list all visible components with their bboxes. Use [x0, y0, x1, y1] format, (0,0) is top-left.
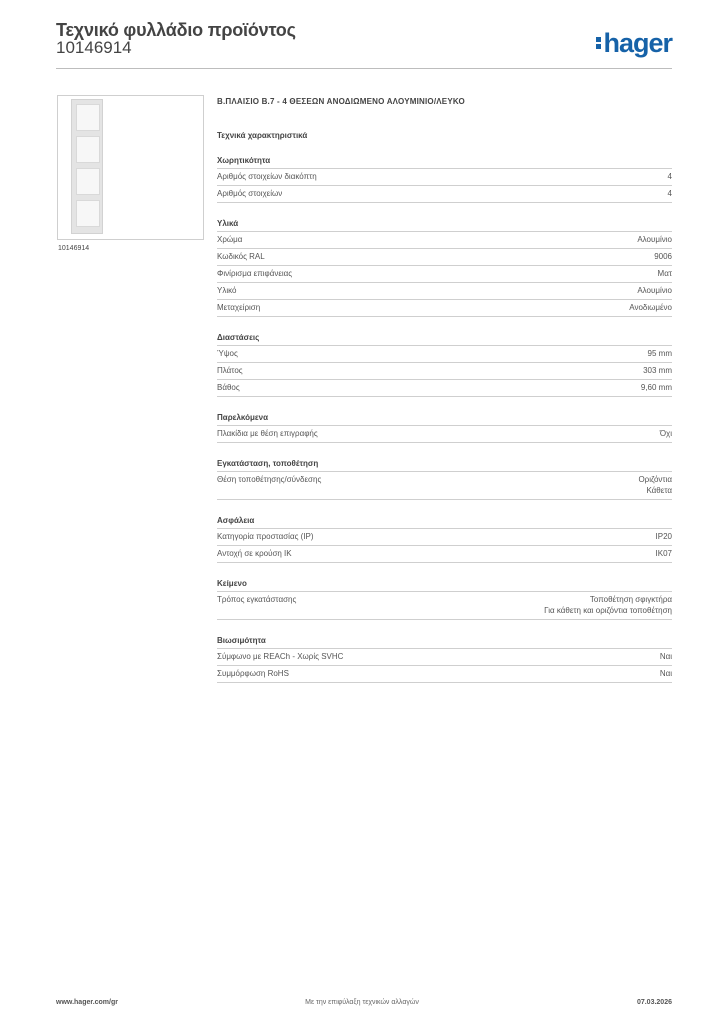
- spec-value-line: 4: [667, 172, 672, 181]
- spec-label: Χρώμα: [217, 235, 243, 244]
- product-title: Β.ΠΛΑΙΣΙΟ Β.7 - 4 ΘΕΣΕΩΝ ΑΝΟΔΙΩΜΕΝΟ ΑΛΟΥΜΙΝΙΟ/ΛΕΥΚΟ: [217, 97, 465, 106]
- spec-value: [544, 594, 672, 616]
- frame-slot: [76, 136, 100, 163]
- spec-content: [217, 95, 672, 683]
- spec-value-line: 9,60 mm: [640, 383, 672, 392]
- spec-row: [217, 300, 672, 317]
- header-divider: [56, 68, 672, 69]
- spec-row: [217, 592, 672, 620]
- spec-value-line: Ναι: [659, 652, 672, 661]
- spec-row: [217, 529, 672, 546]
- frame-slot: [76, 104, 100, 131]
- spec-value-line: 303 mm: [643, 366, 672, 375]
- tech-specs-heading: Τεχνικά χαρακτηριστικά: [217, 131, 308, 140]
- spec-label: Αριθμός στοιχείων: [217, 189, 283, 198]
- spec-value: [660, 668, 672, 679]
- spec-label: Κατηγορία προστασίας (IP): [217, 532, 314, 541]
- document-title: Τεχνικό φυλλάδιο προϊόντος: [56, 20, 296, 40]
- spec-value: [629, 302, 672, 313]
- product-image: [57, 95, 204, 240]
- footer-website-link[interactable]: www.hager.com/gr: [56, 999, 118, 1006]
- spec-row: [217, 283, 672, 300]
- spec-label: Φινίρισμα επιφάνειας: [217, 269, 293, 278]
- spec-row: [217, 666, 672, 683]
- spec-row: [217, 472, 672, 500]
- spec-section: [217, 636, 672, 683]
- spec-label: Αντοχή σε κρούση IK: [217, 549, 292, 558]
- section-title: Εγκατάσταση, τοποθέτηση: [217, 459, 672, 472]
- spec-value: [668, 188, 672, 199]
- spec-label: Μεταχείριση: [217, 303, 261, 312]
- spec-label: Συμμόρφωση RoHS: [217, 669, 289, 678]
- logo-text: hager: [603, 28, 672, 58]
- spec-row: [217, 232, 672, 249]
- spec-row: [217, 266, 672, 283]
- image-caption: 10146914: [58, 245, 90, 252]
- spec-row: [217, 363, 672, 380]
- section-title: Υλικά: [217, 219, 672, 232]
- spec-value-line: Ανοδιωμένο: [629, 303, 672, 312]
- spec-row: [217, 380, 672, 397]
- spec-label: Πλακίδια με θέση επιγραφής: [217, 429, 318, 438]
- spec-section: [217, 333, 672, 397]
- spec-value-line: Ματ: [657, 269, 672, 278]
- spec-section: [217, 579, 672, 620]
- spec-section: [217, 516, 672, 563]
- spec-row: [217, 169, 672, 186]
- spec-section: [217, 413, 672, 443]
- section-title: Διαστάσεις: [217, 333, 672, 346]
- spec-label: Κωδικός RAL: [217, 252, 265, 261]
- spec-section: [217, 459, 672, 500]
- hager-logo: [596, 28, 672, 59]
- spec-value-line: IK07: [655, 549, 672, 558]
- spec-value: [648, 348, 672, 359]
- spec-value: [641, 382, 672, 393]
- footer-date: 07.03.2026: [636, 999, 672, 1006]
- spec-value: [643, 365, 672, 376]
- spec-row: [217, 186, 672, 203]
- spec-value-line: Κάθετα: [646, 486, 672, 495]
- spec-label: Θέση τοποθέτησης/σύνδεσης: [217, 475, 322, 484]
- spec-label: Βάθος: [217, 383, 240, 392]
- spec-value-line: IP20: [655, 532, 672, 541]
- section-title: Βιωσιμότητα: [217, 636, 672, 649]
- spec-value: [656, 531, 672, 542]
- frame-slot: [76, 200, 100, 227]
- cover-frame-image: [71, 99, 103, 234]
- footer-notice: Με την επιφύλαξη τεχνικών αλλαγών: [305, 999, 419, 1006]
- spec-value-line: Τοποθέτηση σφιγκτήρα: [589, 595, 672, 604]
- section-title: Ασφάλεια: [217, 516, 672, 529]
- spec-section: [217, 219, 672, 317]
- spec-value-line: 95 mm: [647, 349, 672, 358]
- spec-label: Αριθμός στοιχείων διακόπτη: [217, 172, 317, 181]
- spec-value: [660, 428, 672, 439]
- spec-value-line: Για κάθετη και οριζόντια τοποθέτηση: [544, 606, 672, 615]
- spec-row: [217, 249, 672, 266]
- spec-label: Πλάτος: [217, 366, 243, 375]
- spec-label: Υλικό: [217, 286, 237, 295]
- section-title: Παρελκόμενα: [217, 413, 672, 426]
- spec-value-line: Ναι: [659, 669, 672, 678]
- spec-value-line: 9006: [654, 252, 672, 261]
- spec-value: [637, 285, 672, 296]
- spec-value: [638, 474, 672, 496]
- spec-value-line: Αλουμίνιο: [637, 286, 672, 295]
- spec-label: Τρόπος εγκατάστασης: [217, 595, 297, 604]
- spec-value: [668, 171, 672, 182]
- logo-dots-icon: [596, 35, 601, 51]
- spec-value-line: Αλουμίνιο: [637, 235, 672, 244]
- spec-row: [217, 426, 672, 443]
- spec-value: [660, 651, 672, 662]
- product-code: 10146914: [56, 38, 132, 57]
- spec-sections: [217, 156, 672, 683]
- spec-label: Ύψος: [217, 349, 238, 358]
- section-title: Κείμενο: [217, 579, 672, 592]
- spec-value: [637, 234, 672, 245]
- spec-value: [654, 251, 672, 262]
- frame-slot: [76, 168, 100, 195]
- spec-row: [217, 346, 672, 363]
- spec-row: [217, 546, 672, 563]
- section-title: Χωρητικότητα: [217, 156, 672, 169]
- spec-value: [656, 548, 672, 559]
- spec-value-line: 4: [667, 189, 672, 198]
- spec-value-line: Όχι: [659, 429, 672, 438]
- spec-label: Σύμφωνο με REACh - Χωρίς SVHC: [217, 652, 344, 661]
- spec-row: [217, 649, 672, 666]
- spec-value-line: Οριζόντια: [638, 475, 672, 484]
- spec-value: [658, 268, 672, 279]
- spec-section: [217, 156, 672, 203]
